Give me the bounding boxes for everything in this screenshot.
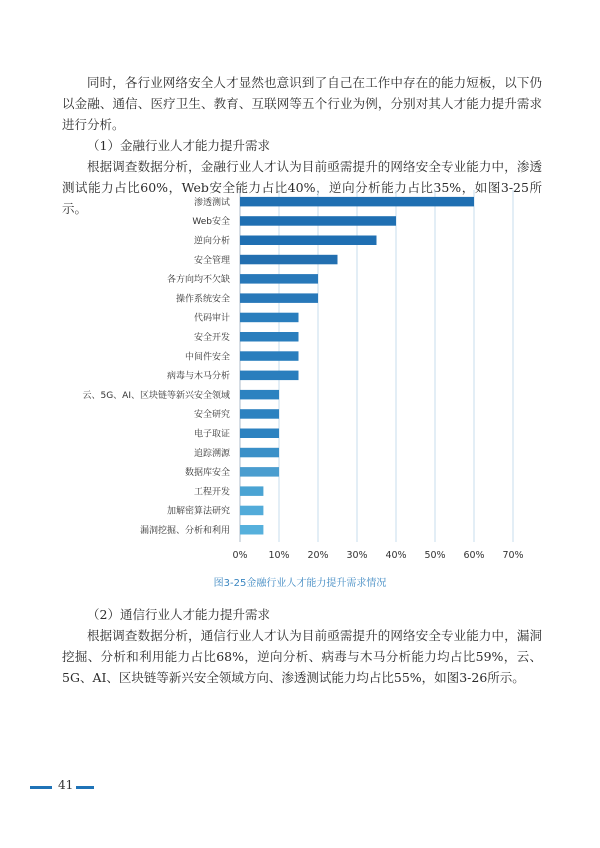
bar (240, 313, 299, 323)
bar (240, 506, 263, 516)
section1-heading: （1）金融行业人才能力提升需求 (87, 138, 270, 153)
category-label: Web安全 (192, 217, 230, 228)
category-label: 漏洞挖掘、分析和利用 (139, 525, 230, 536)
category-label: 各方向均不欠缺 (166, 275, 230, 286)
bar (240, 332, 299, 342)
x-tick-label: 10% (268, 550, 290, 561)
category-label: 病毒与木马分析 (166, 371, 230, 382)
bar (240, 448, 279, 458)
bar (240, 274, 318, 284)
category-label: 工程开发 (193, 487, 230, 498)
bar (240, 351, 299, 361)
x-tick-label: 70% (502, 550, 524, 561)
x-tick-label: 40% (385, 550, 407, 561)
intro-paragraph: 同时，各行业网络安全人才显然也意识到了自己在工作中存在的能力短板，以下仍以金融、通信、医疗卫生、教育、互联网等五个行业为例，分别对其人才能力提升需求进行分析。 (62, 75, 542, 132)
bar (240, 197, 474, 207)
category-label: 安全研究 (193, 410, 230, 421)
x-tick-label: 30% (346, 550, 368, 561)
category-label: 云、5G、AI、区块链等新兴安全领域 (82, 390, 230, 401)
bar (240, 486, 263, 496)
bar (240, 429, 279, 439)
category-label: 数据库安全 (184, 468, 230, 479)
category-label: 代码审计 (193, 313, 230, 324)
section2-heading: （2）通信行业人才能力提升需求 (87, 607, 270, 622)
category-label: 中间件安全 (184, 352, 230, 363)
x-tick-label: 20% (307, 550, 329, 561)
bar (240, 390, 279, 400)
category-label: 渗透测试 (193, 197, 230, 208)
section2-body: 根据调查数据分析，通信行业人才认为目前亟需提升的网络安全专业能力中，漏洞挖掘、分析和利用能力占比68%，逆向分析、病毒与木马分析能力均占比59%，云、5G、AI、区块链等新兴安全领域方向、渗透测试能力均占比55%，如图3-26所示。 (62, 628, 542, 685)
bar (240, 236, 377, 246)
section1-body: 根据调查数据分析，金融行业人才认为目前亟需提升的网络安全专业能力中，渗透测试能力占比60%，Web安全能力占比40%，逆向分析能力占比35%，如图3-25所示。 (62, 159, 542, 216)
x-tick-label: 50% (424, 550, 446, 561)
category-label: 操作系统安全 (175, 294, 230, 305)
bar (240, 409, 279, 419)
bar (240, 525, 263, 535)
figure-caption: 图3-25金融行业人才能力提升需求情况 (213, 578, 387, 589)
page-decor-left (30, 786, 52, 789)
category-label: 安全管理 (193, 255, 230, 266)
bar (240, 467, 279, 477)
bar (240, 255, 338, 264)
bar (240, 371, 299, 381)
bar (240, 293, 318, 303)
bar (240, 216, 396, 226)
x-tick-label: 60% (463, 550, 485, 561)
page-decor-right (76, 786, 94, 789)
category-label: 追踪溯源 (193, 448, 230, 459)
category-label: 加解密算法研究 (166, 506, 230, 517)
x-tick-label: 0% (232, 550, 248, 561)
category-label: 电子取证 (193, 429, 230, 440)
category-label: 安全开发 (193, 332, 230, 343)
category-label: 逆向分析 (193, 236, 230, 247)
page-number: 41 (58, 778, 74, 792)
